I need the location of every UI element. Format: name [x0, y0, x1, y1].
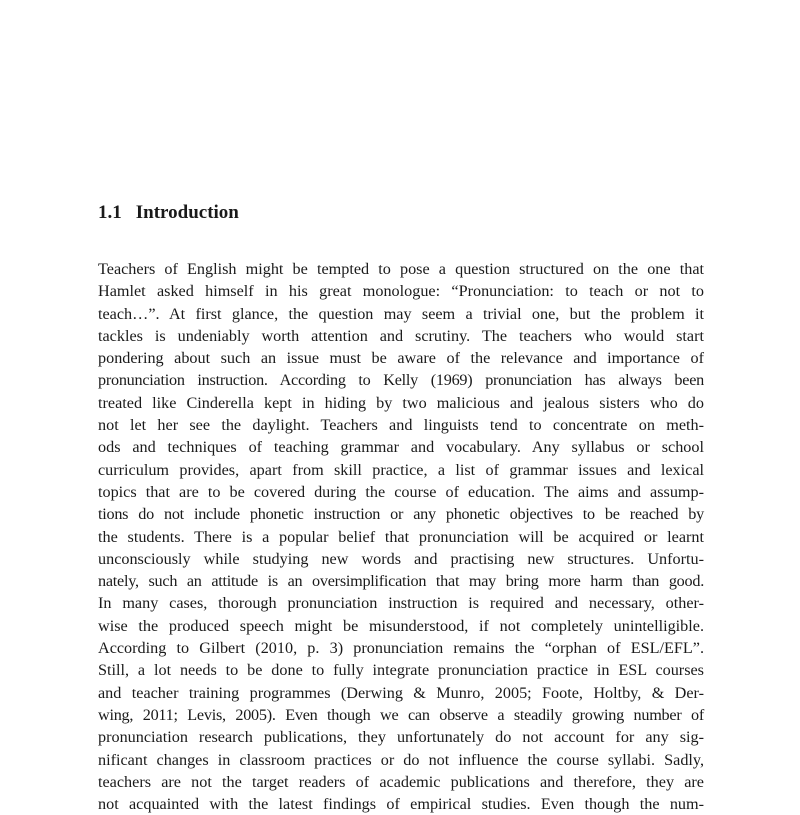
- paragraph-line: wing, 2011; Levis, 2005). Even though we can observe a steadily growing number of: [98, 705, 704, 724]
- paragraph-line: teach…”. At first glance, the question may seem a trivial one, but the problem it: [98, 304, 704, 323]
- paragraph-line: According to Gilbert (2010, p. 3) pronunciation remains the “orphan of ESL/EFL”.: [98, 639, 704, 658]
- paragraph-line: and teacher training programmes (Derwing & Munro, 2005; Foote, Holtby, & Der-: [98, 683, 704, 702]
- paragraph-line: unconsciously while studying new words and practising new structures. Unfortu-: [98, 549, 704, 568]
- paragraph-line: nately, such an attitude is an oversimplification that may bring more harm than good.: [98, 572, 704, 591]
- paragraph-line: tackles is undeniably worth attention and scrutiny. The teachers who would start: [98, 326, 704, 345]
- paragraph-line: curriculum provides, apart from skill practice, a list of grammar issues and lexical: [98, 460, 704, 479]
- paragraph-line: In many cases, thorough pronunciation instruction is required and necessary, other-: [98, 594, 704, 613]
- section-number: 1.1: [98, 202, 122, 223]
- paragraph-line: pondering about such an issue must be aware of the relevance and importance of: [98, 349, 704, 368]
- paragraph-line: Teachers of English might be tempted to pose a question structured on the one that: [98, 260, 704, 278]
- paragraph-line: tions do not include phonetic instruction or any phonetic objectives to be reached by: [98, 505, 704, 524]
- paragraph-line: pronunciation research publications, they unfortunately do not account for any sig-: [98, 728, 704, 747]
- paragraph-line: pronunciation instruction. According to Kelly (1969) pronunciation has always been: [98, 371, 704, 390]
- paragraph-line: topics that are to be covered during the course of education. The aims and assump-: [98, 482, 704, 501]
- paragraph-line: Still, a lot needs to be done to fully integrate pronunciation practice in ESL courses: [98, 661, 704, 680]
- paragraph-line: the students. There is a popular belief that pronunciation will be acquired or learnt: [98, 527, 704, 546]
- section-title: Introduction: [135, 202, 239, 223]
- paragraph-line: wise the produced speech might be misunderstood, if not completely unintelligible.: [98, 616, 704, 635]
- paragraph-line: nificant changes in classroom practices or do not influence the course syllabi. Sadly,: [98, 750, 704, 769]
- paragraph-line: ods and techniques of teaching grammar and vocabulary. Any syllabus or school: [98, 438, 704, 457]
- paragraph-line: not acquainted with the latest findings of empirical studies. Even though the num-: [98, 795, 704, 814]
- paragraph-line: teachers are not the target readers of academic publications and therefore, they are: [98, 772, 704, 791]
- introduction-paragraph: [98, 258, 704, 815]
- paragraph-line: Hamlet asked himself in his great monologue: “Pronunciation: to teach or not to: [98, 282, 704, 301]
- section-heading: [98, 202, 239, 224]
- paragraph-line: treated like Cinderella kept in hiding by two malicious and jealous sisters who do: [98, 393, 704, 412]
- paragraph-line: not let her see the daylight. Teachers and linguists tend to concentrate on meth-: [98, 416, 704, 435]
